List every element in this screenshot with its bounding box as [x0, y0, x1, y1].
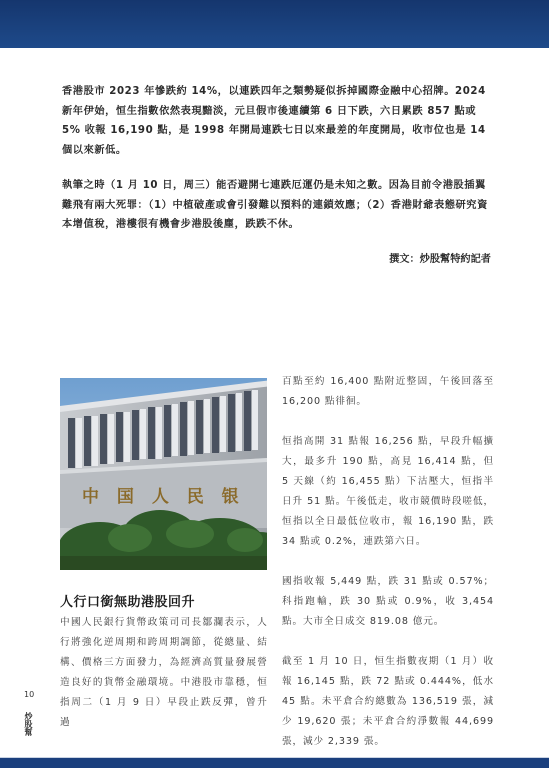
- right-paragraph: 恒指高開 31 點報 16,256 點，早段升幅擴大，最多升 190 點，高見 16,414 點，但 5 天線（約 16,455 點）下沽壓大，恒指半日升 51 點。午後低走，收市競價時段嗟低，恒指以全日最低位收市，報 16,190 點，跌 34 點或 0.2%，連跌第六日。: [282, 436, 494, 547]
- right-column: [282, 372, 494, 768]
- pboc-building-photo: [60, 378, 267, 570]
- footer-band: [0, 758, 549, 768]
- right-paragraph: 國指收報 5,449 點，跌 31 點或 0.57%；科指跑輸，跌 30 點或 0.9%，收 3,454 點。大市全日成交 819.08 億元。: [282, 576, 494, 627]
- building-inscription: 中 国 人 民 银: [82, 487, 245, 507]
- left-column-text: 中國人民銀行貨幣政策司司長鄒瀾表示，人行將強化逆周期和跨周期調節，從總量、結構、價格三方面發力，為經濟高質量發展營造良好的貨幣金融環境。中港股市靠穩，恒指周二（1 月 9 日）早段止跌反彈，曾升過: [60, 617, 268, 728]
- right-paragraph: 百點至約 16,400 點附近整固，午後回落至 16,200 點徘徊。: [282, 376, 494, 407]
- header-band: [0, 0, 549, 48]
- page-number: 10: [24, 690, 35, 699]
- brand-label: 炒股幫: [24, 712, 33, 736]
- risk-paragraph: 執筆之時（1 月 10 日，周三）能否避開七連跌厄運仍是未知之數。因為目前令港股插翼難飛有兩大死罪：（1）中植破產或會引發難以預料的連鎖效應；（2）香港財爺表態研究資本增值稅，港樓很有機會步港股後塵，跌跌不休。: [62, 180, 488, 230]
- section-title: 人行口銜無助港股回升: [60, 595, 196, 610]
- byline: 撰文：炒股幫特約記者: [389, 254, 491, 265]
- intro-paragraph: 香港股市 2023 年慘跌約 14%，以連跌四年之類勢疑似拆掉國際金融中心招牌。2024 新年伊始，恒生指數依然表現黯淡，元旦假市後連續第 6 日下跌，六日累跌 857 點或 5% 收報 16,190 點，是 1998 年開局連跌七日以來最差的年度開局，收市位也是 14 個以來新低。: [62, 86, 486, 156]
- right-paragraph: 截至 1 月 10 日，恒生指數夜期（1 月）收報 16,145 點，跌 72 點或 0.444%，低水 45 點。未平倉合約總數為 136,519 張，減少 19,620 張；未平倉合約淨數報 44,699 張，減少 2,339 張。: [282, 656, 494, 747]
